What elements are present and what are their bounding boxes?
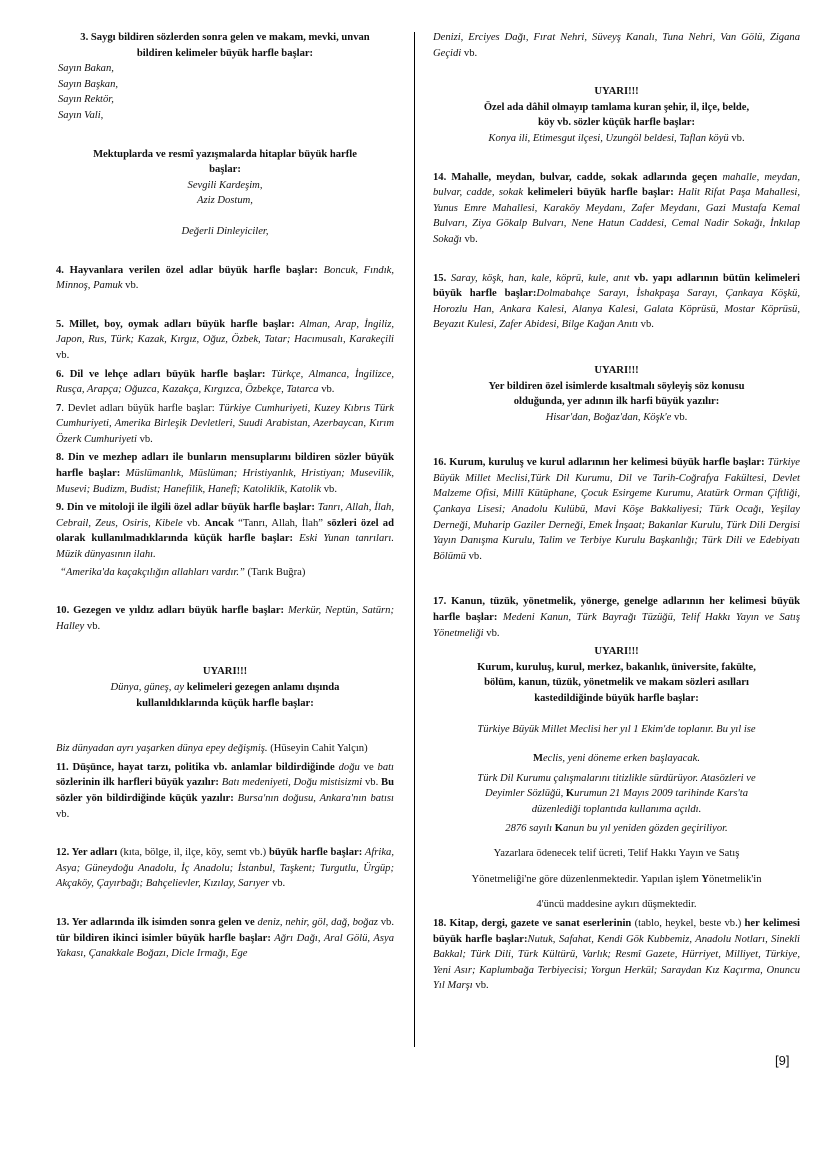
rule-text: sözlerinin ilk harfleri büyük yazılır: xyxy=(56,777,219,789)
rule-13-continued xyxy=(433,30,800,61)
example-text: Afrika, Asya; Güneydoğu Anadolu, İç Anadolu; İstanbul, Taşkent; Turgutlu, Ürgüp; Akçaköy, Çayırbağı; Bahçelievler, Kızılay, Sarıyer xyxy=(56,847,394,890)
quote-text: “Amerika'da kaçakçılığın allahları vardır.” xyxy=(60,566,245,578)
letter-example-3 xyxy=(56,224,394,240)
plain-text: ve xyxy=(359,761,378,773)
example-text: Aziz Dostum, xyxy=(197,195,253,207)
rule-11 xyxy=(56,760,394,822)
rule-text: 18. Kitap, dergi, gazete ve sanat eserlerinin xyxy=(433,917,632,929)
column-divider xyxy=(414,32,415,1047)
example-text: deniz, nehir, göl, dağ, boğaz xyxy=(254,916,378,928)
plain-text: Yazarlara ödenecek telif ücreti, Telif Hakkı Yayın ve Satış xyxy=(493,848,740,860)
plain-text: (kıta, bölge, il, ilçe, köy, semt vb.) xyxy=(117,847,269,859)
example-text: mahalle, meydan, bulvar, cadde, sokak xyxy=(433,171,800,199)
rule-text: 5. Millet, boy, oymak adları büyük harfle başlar: xyxy=(56,318,295,330)
rule-text: 12. Yer adları xyxy=(56,847,118,859)
example-text: doğu xyxy=(334,761,360,773)
example-text: Dolmabahçe Sarayı, İshakpaşa Sarayı, Çankaya Köşkü, Horozlu Han, Ankara Kalesi, Alanya Kalesi, Galata Köprüsü, Mostar Köprüsü, Beyazıt Kulesi, Zafer Abidesi, Bilge Kağan Anıtı xyxy=(433,288,800,331)
example-text: Türkiye Büyük Millet Meclisi her yıl 1 Ekim'de toplanır. Bu yıl ise xyxy=(477,723,756,735)
example-text: düzenlediği toplantıda kullanıma açıldı. xyxy=(531,803,702,815)
example-text: Türkiye Büyük Millet Meclisi,Türk Dil Kurumu, Dil ve Tarih-Coğrafya Fakültesi, Devlet Malzeme Ofisi, Millî Kütüphane, Çocuk Esirgeme Kurumu, Atatürk Orman Çiftliği, Çankaya Lisesi; Anadolu Kulübü, Mavi Köşe Bakkaliyesi; Türk Ocağı, Yeşilay Derneği, Muharip Gaziler Derneği, Emek İnşaat; Bakanlar Kurulu, Türk Dili Dergisi Yayın Danışma Kurulu, Talim ve Terbiye Kurulu Başkanlığı; Türk Dili ve Edebiyatı Bölümü xyxy=(433,457,800,562)
example-text: Deyimler Sözlüğü, xyxy=(484,788,566,800)
left-column xyxy=(56,30,394,962)
warning-2-example xyxy=(433,131,800,147)
warning-title: UYARI!!! xyxy=(202,666,248,678)
rule-6 xyxy=(56,367,394,398)
letter-heading-line2: başlar: xyxy=(209,164,241,176)
warning-title: UYARI!!! xyxy=(594,86,639,98)
plain-text: (tablo, heykel, beste vb.) xyxy=(631,917,745,929)
emphasis-letter: M xyxy=(532,753,543,765)
letter-heading xyxy=(56,147,394,178)
letter-example-2 xyxy=(56,193,394,209)
rule-3-heading xyxy=(56,30,394,61)
rule-number: 15. xyxy=(433,272,447,284)
example-text: Sayın Bakan, xyxy=(58,63,114,75)
example-text: Sayın Rektör, xyxy=(58,94,114,106)
rule-3-example-1 xyxy=(56,61,394,77)
example-text: Boncuk, Fındık, Minnoş, Pamuk xyxy=(56,264,394,292)
example-line-4 xyxy=(433,786,800,802)
rule-text: Bu sözler yön bildirdiğinde küçük yazılır: xyxy=(56,777,394,804)
rule-number: 7 xyxy=(56,402,62,414)
rule-text: 4. Hayvanlara verilen özel adlar büyük harfle başlar: xyxy=(56,264,318,276)
example-text: Değerli Dinleyiciler, xyxy=(181,225,269,237)
page-number: [9] xyxy=(775,1053,790,1068)
rule-text: 11. Düşünce, hayat tarzı, politika vb. anlamlar bildirdiğinde xyxy=(56,761,335,773)
plain-text: vb. xyxy=(461,47,478,59)
rule-text: 17. Kanun, tüzük, yönetmelik, yönerge, genelge adlarının her kelimesi büyük harfle başlar: xyxy=(433,596,800,624)
rule-text: vb. yapı adlarının bütün kelimeleri büyük harfle başlar: xyxy=(433,272,800,300)
rule-13 xyxy=(56,915,394,962)
letter-example-1 xyxy=(56,178,394,194)
plain-text: vb. xyxy=(465,550,482,562)
example-text: batı xyxy=(377,761,394,773)
rule-8 xyxy=(56,450,394,497)
rule-4 xyxy=(56,263,394,294)
plain-text: Yönetmeliği'ne göre düzenlenmektedir. Yapılan işlem xyxy=(471,873,702,885)
warning-1-text xyxy=(56,680,394,711)
rule-text: köy vb. sözler küçük harfle başlar: xyxy=(538,117,695,129)
example-text: Alman, Arap, İngiliz, Japon, Rus, Türk; Kazak, Kırgız, Oğuz, Özbek, Tatar; Hacımusalı, Karakeçili xyxy=(56,318,394,346)
rule-text: 6. Dil ve lehçe adları büyük harfle başlar: xyxy=(56,368,266,380)
emphasis-letter: K xyxy=(565,788,575,800)
rule-12 xyxy=(56,845,394,892)
example-text: Merkür, Neptün, Satürn; Halley xyxy=(56,605,394,632)
example-text: Konya ili, Etimesgut ilçesi, Uzungöl beldesi, Taflan köyü xyxy=(488,132,729,144)
emphasis-letter: Y xyxy=(701,873,710,885)
rule-text: Kurum, kuruluş, kurul, merkez, bakanlık, üniversite, fakülte, xyxy=(477,661,756,673)
plain-text: vb. xyxy=(269,878,286,890)
warning-3-title xyxy=(433,363,800,379)
emphasis-letter: K xyxy=(554,822,563,834)
example-text: Medeni Kanun, Türk Bayrağı Tüzüğü, Telif Hakkı Yayın ve Satış Yönetmeliği xyxy=(433,612,800,639)
rule-10 xyxy=(56,603,394,634)
plain-text: vb. xyxy=(483,627,500,639)
example-line-9 xyxy=(433,897,800,913)
example-text: Eski Yunan tanrıları. Müzik dünyasının ilahı. xyxy=(56,533,394,561)
example-text: Türk Dil Kurumu çalışmalarını titizlikle sürdürüyor. Atasözleri ve xyxy=(477,772,756,784)
rule-text: 16. Kurum, kuruluş ve kurul adlarının her kelimesi büyük harfle başlar: xyxy=(433,457,765,469)
example-text: Sayın Başkan, xyxy=(58,78,119,90)
plain-text: vb. xyxy=(362,777,382,789)
warning-4-title xyxy=(433,644,800,660)
example-text: Ağrı Dağı, Aral Gölü, Asya Yakası, Çanakkale Boğazı, Dicle Irmağı, Ege xyxy=(56,932,394,960)
example-line-2 xyxy=(433,751,800,767)
example-line-8 xyxy=(433,872,800,888)
rule-text: kelimeleri gezegen anlamı dışında xyxy=(184,682,340,693)
rule-5 xyxy=(56,317,394,364)
plain-text: vb. xyxy=(671,411,688,423)
rule-text: kelimeleri büyük harfle başlar: xyxy=(523,187,674,199)
example-text: anun bu yıl yeniden gözden geçiriliyor. xyxy=(562,822,728,834)
plain-text: “Tanrı, Allah, İlah” xyxy=(233,517,328,529)
rule-text: 9. Din ve mitoloji ile ilgili özel adlar büyük harfle başlar: xyxy=(56,502,315,514)
rule-15 xyxy=(433,271,800,333)
plain-text: vb. xyxy=(318,384,335,396)
plain-text: vb. xyxy=(321,483,337,495)
example-text: Tanrı, Allah, İlah, Cebrail, Zeus, Osiris, Kibele xyxy=(56,502,394,529)
rule-text: Ancak xyxy=(204,517,234,529)
rule-text: büyük harfle başlar: xyxy=(268,847,363,859)
plain-text: vb. xyxy=(472,980,489,992)
plain-text: vb. xyxy=(84,620,101,632)
example-text: Denizi, Erciyes Dağı, Fırat Nehri, Süveyş Kanalı, Tuna Nehri, Van Gölü, Zigana Geçidi xyxy=(433,32,800,59)
plain-text: vb. xyxy=(122,280,139,292)
plain-text: vb. xyxy=(136,433,153,445)
rule-text: tür bildiren ikinci isimler büyük harfle başlar: xyxy=(56,932,271,944)
rule-9-quote xyxy=(56,565,394,581)
example-text: Türkçe, Almanca, İngilizce, Rusça, Arapça; Oğuzca, Kazakça, Kırgızca, Özbekçe, Tatarca xyxy=(56,368,394,396)
example-text: Nutuk, Safahat, Kendi Gök Kubbemiz, Anadolu Notları, Sinekli Bakkal; Türk Dili, Türk Kültürü, Varlık; Resmî Gazete, Hürriyet, Milliyet, Türkiye, Yeni Asır; Kaplumbağa Terbiyecisi; Yorgun Herkül; Saraydan Kız Kaçırma, Onuncu Yıl Marşı xyxy=(433,933,800,992)
rule-text: 10. Gezegen ve yıldız adları büyük harfle başlar: xyxy=(56,605,285,617)
example-text: Halit Rifat Paşa Mahallesi, Yunus Emre Mahallesi, Karaköy Meydanı, Zafer Meydanı, Gazi Mustafa Kemal Bulvarı, Ziya Gökalp Bulvarı, Nene Hatun Caddesi, Cemal Nadir Sokağı, İnkılap Sokağı xyxy=(433,187,800,245)
rule-text: 14. Mahalle, meydan, bulvar, cadde, sokak adlarında geçen xyxy=(433,171,718,183)
rule-7 xyxy=(56,401,394,448)
quote-2 xyxy=(56,741,394,757)
rule-text: olduğunda, yer adının ilk harfi büyük yazılır: xyxy=(513,396,720,408)
rule-3-heading-line1: 3. Saygı bildiren sözlerden sonra gelen ve makam, mevki, unvan xyxy=(80,32,370,43)
example-text: urumun 21 Mayıs 2009 tarihinde Kars'ta xyxy=(574,788,748,800)
rule-3-example-2 xyxy=(56,77,394,93)
warning-3-example xyxy=(433,410,800,426)
plain-text: vb. xyxy=(182,517,205,529)
example-line-5 xyxy=(433,802,800,818)
plain-text: vb. xyxy=(56,349,70,361)
example-line-1 xyxy=(433,722,800,738)
example-text: Bursa'nın doğusu, Ankara'nın batısı xyxy=(233,792,395,804)
rule-3-example-3 xyxy=(56,92,394,108)
example-line-3 xyxy=(433,771,800,787)
rule-3-heading-line2: bildiren kelimeler büyük harfle başlar: xyxy=(136,47,314,59)
rule-text: bölüm, kanun, tüzük, yönetmelik ve makam sözleri asılları xyxy=(484,677,749,689)
rule-18 xyxy=(433,916,800,994)
warning-2-title xyxy=(433,84,800,100)
rule-text: Özel ada dâhil olmayıp tamlama kuran şehir, il, ilçe, belde, xyxy=(483,101,750,113)
example-text: Sevgili Kardeşim, xyxy=(187,179,263,191)
rule-text: sözleri özel ad olarak kullanılmadıklarında küçük harfle başlar: xyxy=(56,517,394,545)
letter-heading-line1: Mektuplarda ve resmî yazışmalarda hitaplar büyük harfle xyxy=(93,148,357,160)
example-text: Batı medeniyeti, Doğu mistisizmi xyxy=(218,777,363,789)
example-line-6 xyxy=(433,821,800,837)
rule-3-example-4 xyxy=(56,108,394,124)
rule-14 xyxy=(433,170,800,248)
example-text: Saray, köşk, han, kale, köprü, kule, anıt xyxy=(446,272,630,284)
rule-17 xyxy=(433,594,800,641)
example-text: Dünya, güneş, ay xyxy=(110,682,185,693)
quote-text: Biz dünyadan ayrı yaşarken dünya epey değişmiş. xyxy=(56,743,268,755)
rule-text: Yer bildiren özel isimlerde kısaltmalı söyleyiş söz konusu xyxy=(488,380,745,392)
example-text: 2876 sayılı xyxy=(505,822,555,834)
plain-text: vb. xyxy=(728,132,745,144)
warning-title: UYARI!!! xyxy=(594,364,639,376)
rule-text: kullanıldıklarında küçük harfle başlar: xyxy=(136,697,314,709)
warning-3-text xyxy=(433,379,800,410)
right-column xyxy=(433,30,800,994)
example-text: Müslümanlık, Müslüman; Hristiyanlık, Hristiyan; Musevilik, Musevi; Budizm, Budist; Hanefilik, Hanefî; Katoliklik, Katolik xyxy=(56,468,394,495)
plain-text: önetmelik'in xyxy=(709,873,762,885)
rule-9 xyxy=(56,500,394,562)
plain-text: . Devlet adları büyük harfle başlar: xyxy=(61,402,219,414)
rule-text: kastedildiğinde büyük harfle başlar: xyxy=(534,693,699,704)
example-line-7 xyxy=(433,846,800,862)
plain-text: vb. xyxy=(638,319,654,331)
rule-16 xyxy=(433,455,800,564)
quote-author: (Hüseyin Cahit Yalçın) xyxy=(267,743,368,755)
plain-text: 4'üncü maddesine aykırı düşmektedir. xyxy=(536,899,697,911)
plain-text: vb. xyxy=(56,808,70,820)
example-text: Türkiye Cumhuriyeti, Kuzey Kıbrıs Türk Cumhuriyeti, Amerika Birleşik Devletleri, Suudi Arabistan, Azerbaycan, Kırım Özerk Cumhuriyeti xyxy=(56,402,394,445)
example-text: Hisar'dan, Boğaz'dan, Köşk'e xyxy=(545,411,672,423)
rule-text: 13. Yer adlarında ilk isimden sonra gelen ve xyxy=(56,916,255,928)
plain-text: vb. xyxy=(461,233,478,245)
rule-text: 8. Din ve mezhep adları ile bunların mensuplarını bildiren sözler büyük harfle başlar: xyxy=(56,452,394,480)
plain-text: vb. xyxy=(377,916,394,928)
example-text: Sayın Vali, xyxy=(58,109,104,121)
example-text: eclis, yeni döneme erken başlayacak. xyxy=(542,753,701,765)
warning-4-text xyxy=(433,660,800,707)
quote-author: (Tarık Buğra) xyxy=(244,566,306,578)
warning-title: UYARI!!! xyxy=(594,646,639,658)
rule-text: her kelimesi büyük harfle başlar: xyxy=(433,917,800,945)
warning-1-title xyxy=(56,664,394,680)
warning-2-text xyxy=(433,100,800,131)
